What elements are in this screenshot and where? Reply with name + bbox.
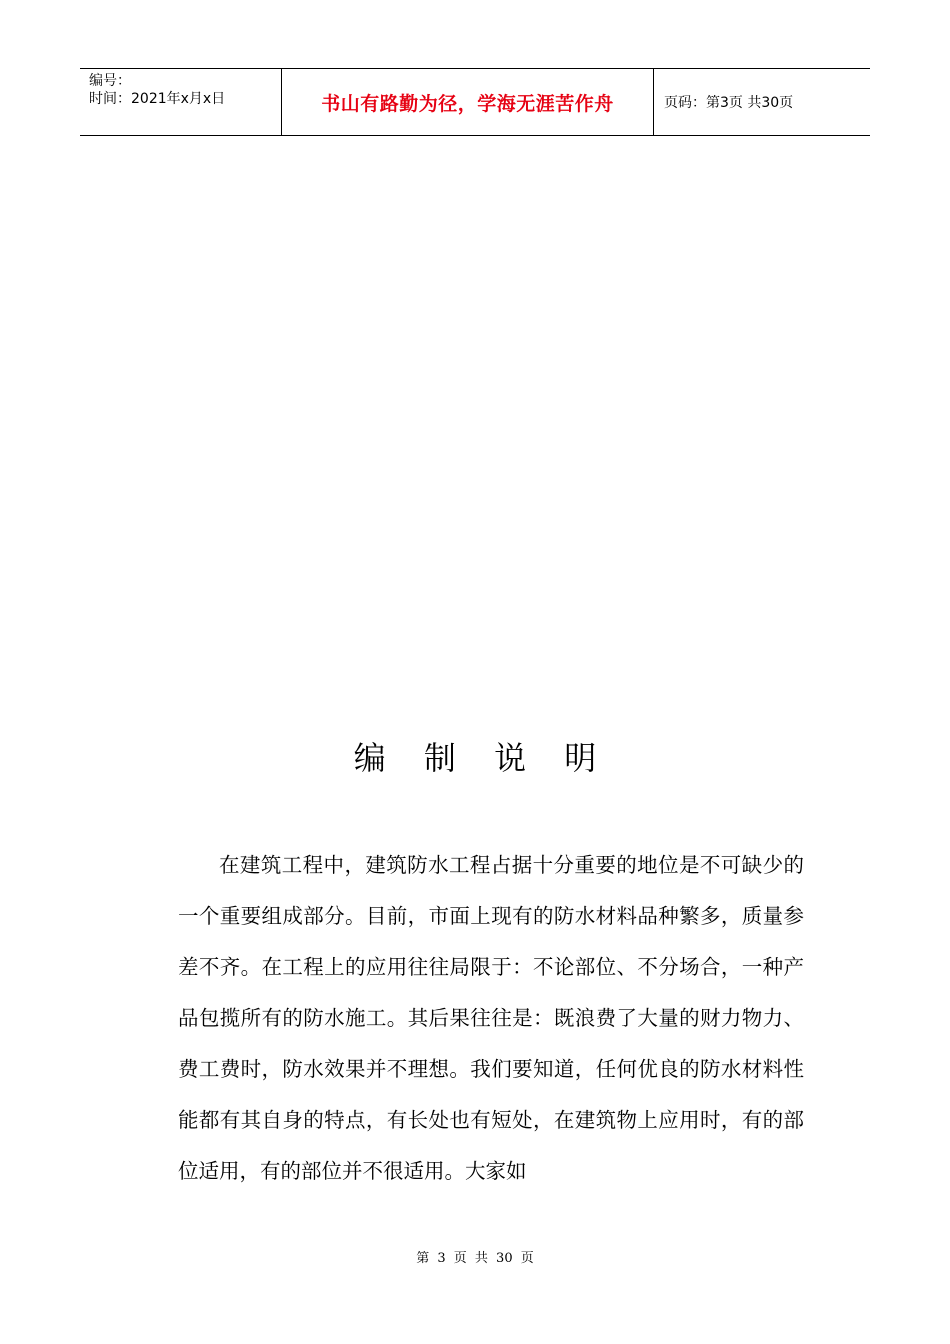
header-page-cell (654, 69, 870, 135)
document-date: 时间：2021年x月x日 (89, 91, 226, 107)
document-title: 编 制 说 明 (353, 739, 611, 777)
body-paragraph: 在建筑工程中，建筑防水工程占据十分重要的地位是不可缺少的一个重要组成部分。目前，市面上现有的防水材料品种繁多，质量参差不齐。在工程上的应用往往局限于：不论部位、不分场合，一种产品包揽所有的防水施工。其后果往往是：既浪费了大量的财力物力、费工费时，防水效果并不理想。我们要知道，任何优良的防水材料性能都有其自身的特点，有长处也有短处，在建筑物上应用时，有的部位适用，有的部位并不很适用。大家如 (178, 853, 804, 1183)
header-motto: 书山有路勤为径，学海无涯苦作舟 (321, 92, 614, 115)
header-motto-cell (281, 69, 654, 135)
page-header (80, 68, 870, 136)
header-page-info: 页码：第3页 共30页 (664, 95, 794, 111)
document-number-label: 编号： (89, 73, 131, 89)
header-meta-cell (80, 69, 281, 135)
page-footer: 第 3 页 共 30 页 (416, 1251, 534, 1266)
